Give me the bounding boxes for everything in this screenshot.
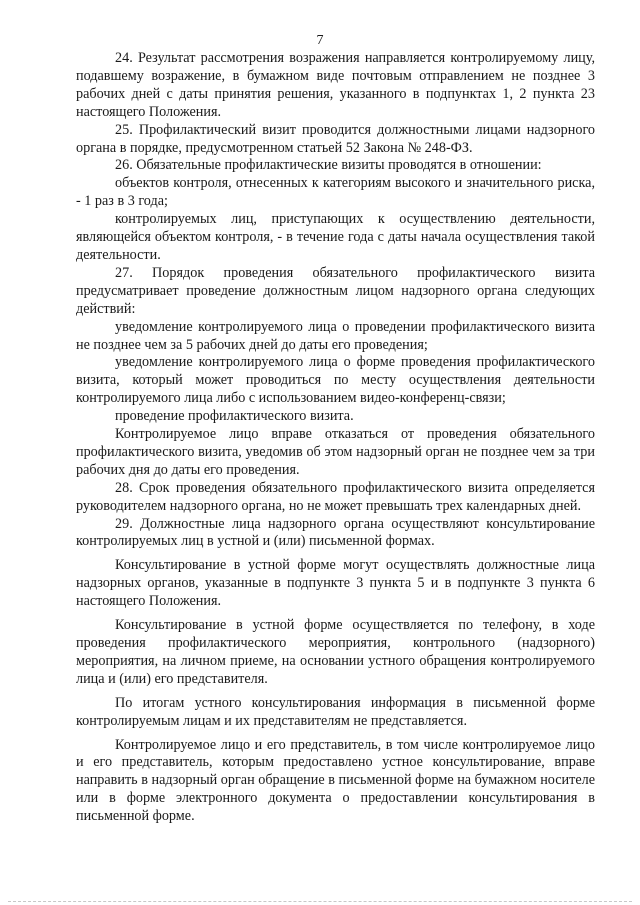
list-item: проведение профилактического визита.	[115, 408, 354, 425]
paragraph-29: 29. Должностные лица надзорного органа осуществляют консультирование контролируемых лиц в устной и (или) письменной формах.	[76, 515, 595, 550]
paragraph-text: Контролируемое лицо и его представитель, в том числе контролируемое лицо и его представитель, которым предоставлено устное консультирование, вправе направить в надзорный орган обращение в письменной форме на бумажном носителе или в форме электронного документа о предоставлении консультирования в письменной форме.	[76, 736, 595, 825]
paragraph-text: По итогам устного консультирования информация в письменной форме контролируемым лицам и их представителям не представляется.	[76, 694, 595, 729]
document-body	[76, 50, 595, 826]
list-item: уведомление контролируемого лица о проведении профилактического визита не позднее чем за 5 рабочих дней до даты его проведения;	[76, 318, 595, 353]
scan-edge-divider	[8, 901, 632, 902]
list-item: уведомление контролируемого лица о форме проведения профилактического визита, который может проводиться по месту осуществления деятельности контролируемого лица либо с использованием видео-конференц-связи;	[76, 354, 595, 407]
paragraph-25: 25. Профилактический визит проводится должностными лицами надзорного органа в порядке, предусмотренном статьей 52 Закона № 248-ФЗ.	[76, 121, 595, 156]
list-item: контролируемых лиц, приступающих к осуществлению деятельности, являющейся объектом контроля, - в течение года с даты начала осуществления такой деятельности.	[76, 211, 595, 263]
paragraph-24: 24. Результат рассмотрения возражения направляется контролируемому лицу, подавшему возражение, в бумажном виде почтовым отправлением не позднее 3 рабочих дней с даты принятия решения, указанного в подпунктах 1, 2 пункта 23 настоящего Положения.	[76, 50, 595, 120]
paragraph-26: 26. Обязательные профилактические визиты проводятся в отношении:	[115, 157, 542, 174]
page-number: 7	[316, 33, 324, 48]
paragraph-28: 28. Срок проведения обязательного профилактического визита определяется руководителем надзорного органа, но не может превышать трех календарных дней.	[76, 479, 595, 514]
paragraph-text: Контролируемое лицо вправе отказаться от проведения обязательного профилактического визита, уведомив об этом надзорный орган не позднее чем за три рабочих дня до даты его проведения.	[76, 426, 595, 478]
paragraph-27: 27. Порядок проведения обязательного профилактического визита предусматривает проведение должностным лицом надзорного органа следующих действий:	[76, 264, 595, 317]
paragraph-text: Консультирование в устной форме осуществляется по телефону, в ходе проведения профилактического мероприятия, контрольного (надзорного) мероприятия, на личном приеме, на основании устного обращения контролируемого лица и (или) его представителя.	[76, 617, 595, 687]
list-item: объектов контроля, отнесенных к категориям высокого и значительного риска, - 1 раз в 3 года;	[76, 175, 595, 210]
paragraph-text: Консультирование в устной форме могут осуществлять должностные лица надзорных органов, указанные в подпункте 3 пункта 5 и в подпункте 3 пункта 6 настоящего Положения.	[76, 557, 595, 610]
